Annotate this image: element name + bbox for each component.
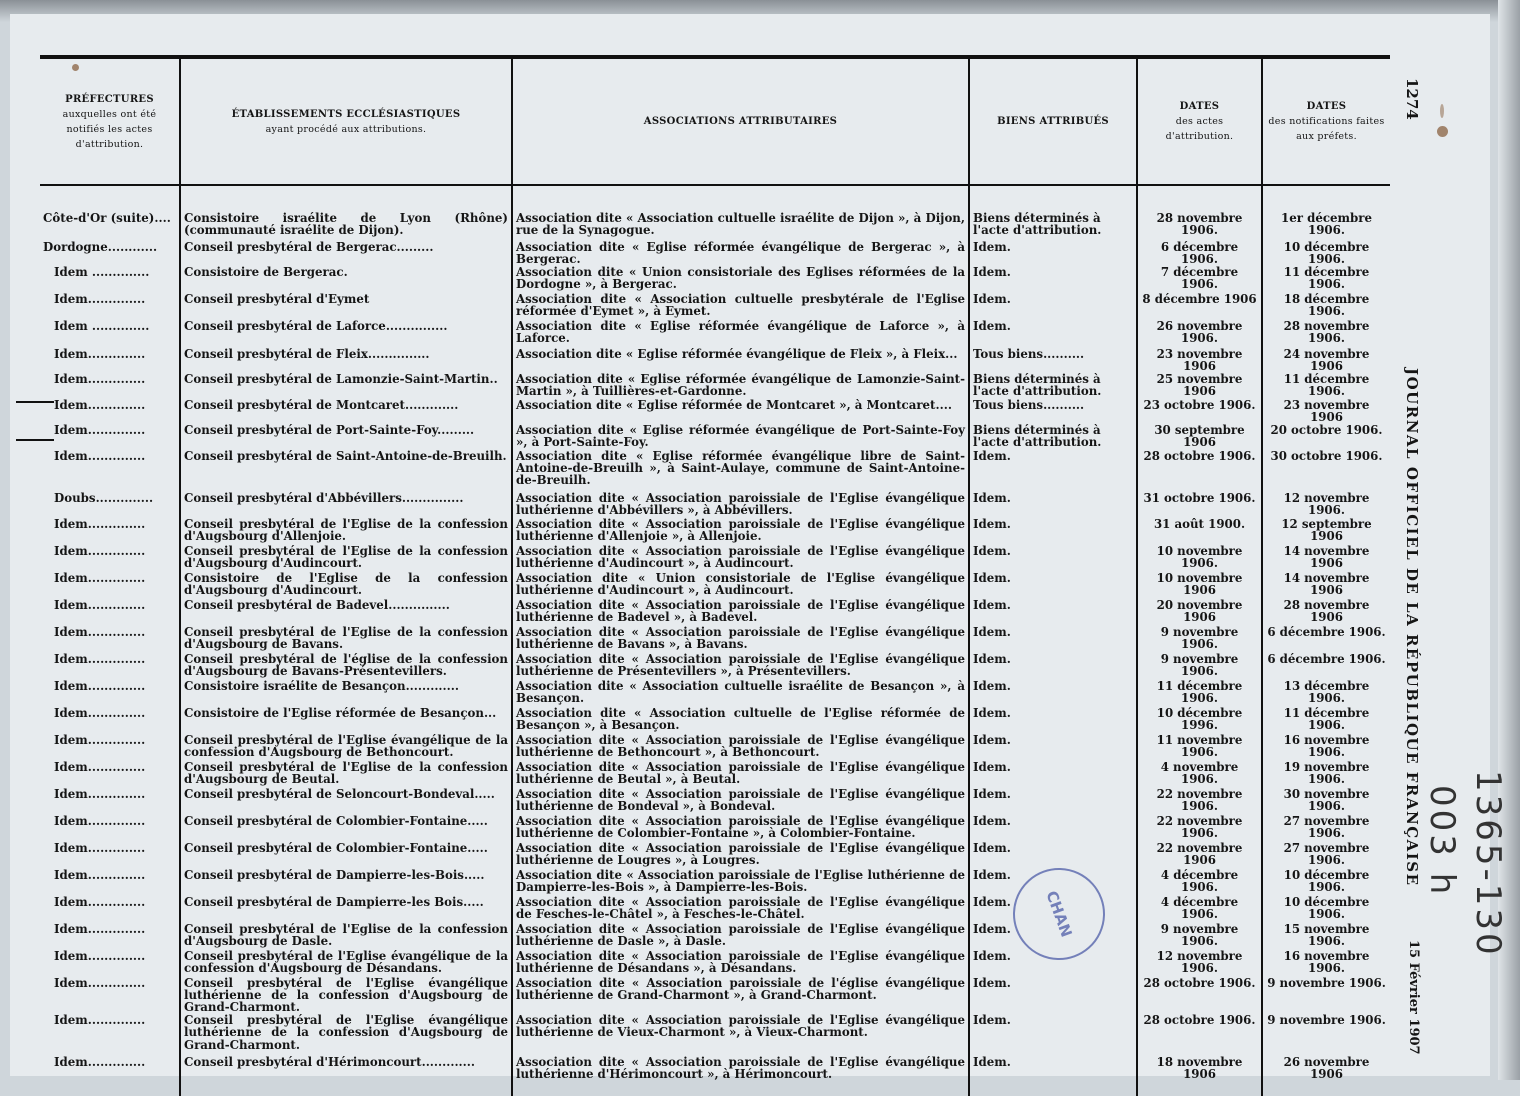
header-biens bbox=[969, 57, 1137, 185]
cell-biens: Idem. bbox=[969, 1056, 1137, 1096]
journal-title: JOURNAL OFFICIEL DE LA RÉPUBLIQUE FRANÇAISE bbox=[1403, 368, 1421, 887]
cell-date-acte: 8 décembre 1906 bbox=[1137, 293, 1262, 320]
table-row bbox=[40, 373, 1390, 399]
cell-biens: Idem. bbox=[969, 977, 1137, 1014]
table-row bbox=[40, 707, 1390, 734]
cell-prefecture: Côte-d'Or (suite).... bbox=[43, 211, 171, 225]
cell-date-acte: 4 décembre 1906. bbox=[1137, 869, 1262, 896]
table-row bbox=[40, 518, 1390, 545]
ink-blot bbox=[1437, 126, 1448, 137]
cell-prefecture: Idem.............. bbox=[54, 598, 146, 612]
cell-association: Association dite « Association paroissiale de l'Eglise luthérienne de Dampierre-les-Bois », à Dampierre-les-Bois. bbox=[512, 869, 969, 896]
cell-etablissement: Conseil presbytéral de Bergerac......... bbox=[180, 241, 512, 266]
cell-prefecture: Idem.............. bbox=[54, 679, 146, 693]
cell-prefecture: Idem.............. bbox=[54, 398, 146, 412]
table-row bbox=[40, 572, 1390, 599]
cell-date-acte: 12 novembre 1906. bbox=[1137, 950, 1262, 977]
cell-date-acte: 4 novembre 1906. bbox=[1137, 761, 1262, 788]
cell-date-notification: 10 décembre 1906. bbox=[1262, 896, 1390, 923]
cell-prefecture: Idem.............. bbox=[54, 1013, 146, 1027]
cell-etablissement: Conseil presbytéral d'Hérimoncourt............. bbox=[180, 1056, 512, 1096]
cell-biens: Idem. bbox=[969, 450, 1137, 492]
cell-etablissement: Conseil presbytéral d'Eymet bbox=[180, 293, 512, 320]
cell-date-acte: 9 novembre 1906. bbox=[1137, 923, 1262, 950]
cell-date-acte: 31 octobre 1906. bbox=[1137, 492, 1262, 518]
cell-prefecture: Idem.............. bbox=[54, 706, 146, 720]
cell-association: Association dite « Association cultuelle israélite de Besançon », à Besançon. bbox=[512, 680, 969, 707]
cell-date-notification: 16 novembre 1906. bbox=[1262, 734, 1390, 761]
cell-date-notification: 30 novembre 1906. bbox=[1262, 788, 1390, 815]
table-row bbox=[40, 815, 1390, 842]
cell-date-notification: 27 novembre 1906. bbox=[1262, 842, 1390, 869]
table-row bbox=[40, 424, 1390, 450]
cell-date-notification: 16 novembre 1906. bbox=[1262, 950, 1390, 977]
table-row bbox=[40, 1014, 1390, 1056]
cell-etablissement: Conseil presbytéral de l'Eglise évangélique luthérienne de la confession d'Augsbourg de Grand-Charmont. bbox=[180, 977, 512, 1014]
cell-date-acte: 11 décembre 1906. bbox=[1137, 680, 1262, 707]
cell-date-acte: 4 décembre 1906. bbox=[1137, 896, 1262, 923]
cell-prefecture: Idem.............. bbox=[54, 841, 146, 855]
cell-biens: Idem. bbox=[969, 492, 1137, 518]
table-row bbox=[40, 842, 1390, 869]
cell-prefecture: Idem.............. bbox=[54, 544, 146, 558]
cell-association: Association dite « Eglise réformée évangélique libre de Saint-Antoine-de-Breuilh », à Saint-Aulaye, commune de Saint-Antoine-de-Breuilh. bbox=[512, 450, 969, 492]
cell-etablissement: Conseil presbytéral d'Abbévillers............... bbox=[180, 492, 512, 518]
cell-date-acte: 9 novembre 1906. bbox=[1137, 626, 1262, 653]
cell-date-acte: 18 novembre 1906 bbox=[1137, 1056, 1262, 1096]
cell-association: Association dite « Association paroissiale de l'Eglise évangélique luthérienne de Badevel », à Badevel. bbox=[512, 599, 969, 626]
cell-etablissement: Conseil presbytéral de Fleix............... bbox=[180, 348, 512, 373]
cell-date-acte: 10 novembre 1906. bbox=[1137, 545, 1262, 572]
cell-etablissement: Conseil presbytéral de l'Eglise évangélique de la confession d'Augsbourg de Désandans. bbox=[180, 950, 512, 977]
cell-biens: Tous biens.......... bbox=[969, 348, 1137, 373]
cell-biens: Idem. bbox=[969, 518, 1137, 545]
cell-association: Association dite « Association paroissiale de l'Eglise évangélique luthérienne d'Abbévillers », à Abbévillers. bbox=[512, 492, 969, 518]
table-row bbox=[40, 653, 1390, 680]
cell-date-notification: 10 décembre 1906. bbox=[1262, 869, 1390, 896]
cell-biens: Idem. bbox=[969, 266, 1137, 293]
table-row bbox=[40, 348, 1390, 373]
cell-association: Association dite « Association cultuelle de l'Eglise réformée de Besançon », à Besançon. bbox=[512, 707, 969, 734]
header-etablissements-title: ÉTABLISSEMENTS ECCLÉSIASTIQUES bbox=[231, 108, 461, 120]
cell-etablissement: Consistoire de l'Eglise réformée de Besançon... bbox=[180, 707, 512, 734]
header-dates-actes-sub: des actes d'attribution. bbox=[1165, 116, 1234, 142]
cell-prefecture: Idem.............. bbox=[54, 625, 146, 639]
cell-prefecture: Idem.............. bbox=[54, 1055, 146, 1069]
cell-biens: Idem. bbox=[969, 572, 1137, 599]
cell-etablissement: Conseil presbytéral de l'Eglise de la confession d'Augsbourg d'Audincourt. bbox=[180, 545, 512, 572]
cell-etablissement: Conseil presbytéral de Dampierre-les-Bois..... bbox=[180, 869, 512, 896]
cell-date-acte: 11 novembre 1906. bbox=[1137, 734, 1262, 761]
cell-biens: Idem. bbox=[969, 241, 1137, 266]
cell-association: Association dite « Eglise réformée évangélique de Lamonzie-Saint-Martin », à Tuillières-et-Gardonne. bbox=[512, 373, 969, 399]
table-row bbox=[40, 266, 1390, 293]
cell-prefecture: Idem.............. bbox=[54, 423, 146, 437]
handwritten-archive-number: 1365-130 bbox=[1468, 770, 1508, 958]
table-row bbox=[40, 450, 1390, 492]
cell-etablissement: Conseil presbytéral de Dampierre-les Bois..... bbox=[180, 896, 512, 923]
header-associations-title: ASSOCIATIONS ATTRIBUTAIRES bbox=[643, 116, 838, 127]
cell-association: Association dite « Eglise réformée évangélique de Fleix », à Fleix... bbox=[512, 348, 969, 373]
cell-etablissement: Conseil presbytéral de l'église de la confession d'Augsbourg de Bavans-Présentevillers. bbox=[180, 653, 512, 680]
cell-biens: Idem. bbox=[969, 923, 1137, 950]
cell-date-notification: 19 novembre 1906. bbox=[1262, 761, 1390, 788]
cell-date-acte: 31 août 1900. bbox=[1137, 518, 1262, 545]
cell-association: Association dite « Association paroissiale de l'Eglise évangélique luthérienne d'Hérimoncourt », à Hérimoncourt. bbox=[512, 1056, 969, 1096]
table-row bbox=[40, 545, 1390, 572]
cell-etablissement: Conseil presbytéral de l'Eglise évangélique de la confession d'Augsbourg de Bethoncourt. bbox=[180, 734, 512, 761]
cell-etablissement: Conseil presbytéral de l'Eglise de la confession d'Augsbourg d'Allenjoie. bbox=[180, 518, 512, 545]
cell-date-acte: 28 octobre 1906. bbox=[1137, 1014, 1262, 1056]
cell-date-notification: 20 octobre 1906. bbox=[1262, 424, 1390, 450]
cell-etablissement: Consistoire israélite de Besançon............. bbox=[180, 680, 512, 707]
cell-prefecture: Idem.............. bbox=[54, 922, 146, 936]
cell-etablissement: Conseil presbytéral de Colombier-Fontaine..... bbox=[180, 815, 512, 842]
cell-association: Association dite « Eglise réformée de Montcaret », à Montcaret.... bbox=[512, 399, 969, 424]
cell-association: Association dite « Association paroissiale de l'Eglise évangélique luthérienne d'Audincourt », à Audincourt. bbox=[512, 545, 969, 572]
cell-date-acte: 25 novembre 1906 bbox=[1137, 373, 1262, 399]
cell-biens: Idem. bbox=[969, 707, 1137, 734]
cell-etablissement: Consistoire de Bergerac. bbox=[180, 266, 512, 293]
header-prefectures-sub: auxquelles ont été notifiés les actes d'attribution. bbox=[62, 108, 157, 150]
cell-prefecture: Idem.............. bbox=[54, 760, 146, 774]
cell-date-notification: 11 décembre 1906. bbox=[1262, 707, 1390, 734]
cell-biens: Idem. bbox=[969, 653, 1137, 680]
cell-etablissement: Conseil presbytéral de Badevel............... bbox=[180, 599, 512, 626]
cell-prefecture: Idem.............. bbox=[54, 949, 146, 963]
cell-biens: Idem. bbox=[969, 815, 1137, 842]
cell-date-acte: 23 octobre 1906. bbox=[1137, 399, 1262, 424]
cell-date-notification: 11 décembre 1906. bbox=[1262, 266, 1390, 293]
cell-date-notification: 1er décembre 1906. bbox=[1262, 185, 1390, 241]
table-row bbox=[40, 923, 1390, 950]
table-row bbox=[40, 492, 1390, 518]
cell-date-notification: 13 décembre 1906. bbox=[1262, 680, 1390, 707]
cell-date-notification: 28 novembre 1906. bbox=[1262, 320, 1390, 348]
table-row bbox=[40, 734, 1390, 761]
cell-prefecture: Idem.............. bbox=[54, 733, 146, 747]
cell-biens: Idem. bbox=[969, 869, 1137, 896]
cell-etablissement: Conseil presbytéral de l'Eglise de la confession d'Augsbourg de Beutal. bbox=[180, 761, 512, 788]
cell-date-acte: 28 octobre 1906. bbox=[1137, 450, 1262, 492]
handwritten-folio: 003 h bbox=[1422, 785, 1462, 898]
cell-date-notification: 23 novembre 1906 bbox=[1262, 399, 1390, 424]
cell-date-notification: 18 décembre 1906. bbox=[1262, 293, 1390, 320]
table bbox=[40, 55, 1390, 1096]
table-row bbox=[40, 680, 1390, 707]
cell-date-notification: 10 décembre 1906. bbox=[1262, 241, 1390, 266]
cell-etablissement: Conseil presbytéral de Seloncourt-Bondeval..... bbox=[180, 788, 512, 815]
cell-association: Association dite « Association paroissiale de l'Eglise évangélique luthérienne de Vieux-Charmont », à Vieux-Charmont. bbox=[512, 1014, 969, 1056]
table-row bbox=[40, 185, 1390, 241]
cell-date-acte: 28 novembre 1906. bbox=[1137, 185, 1262, 241]
cell-date-notification: 12 novembre 1906. bbox=[1262, 492, 1390, 518]
cell-etablissement: Consistoire israélite de Lyon (Rhône) (communauté israélite de Dijon). bbox=[180, 185, 512, 241]
cell-prefecture: Idem.............. bbox=[54, 814, 146, 828]
cell-biens: Idem. bbox=[969, 734, 1137, 761]
cell-prefecture: Idem.............. bbox=[54, 372, 146, 386]
cell-prefecture: Idem.............. bbox=[54, 976, 146, 990]
table-body bbox=[40, 185, 1390, 1096]
cell-association: Association dite « Association paroissiale de l'Eglise évangélique luthérienne de Lougres », à Lougres. bbox=[512, 842, 969, 869]
cell-etablissement: Conseil presbytéral de Colombier-Fontaine..... bbox=[180, 842, 512, 869]
cell-date-acte: 28 octobre 1906. bbox=[1137, 977, 1262, 1014]
cell-biens: Biens déterminés à l'acte d'attribution. bbox=[969, 373, 1137, 399]
table-row bbox=[40, 1056, 1390, 1096]
cell-prefecture: Idem.............. bbox=[54, 293, 146, 306]
header-etablissements-sub: ayant procédé aux attributions. bbox=[265, 123, 427, 135]
cell-date-notification: 15 novembre 1906. bbox=[1262, 923, 1390, 950]
table-row bbox=[40, 788, 1390, 815]
cell-date-notification: 24 novembre 1906 bbox=[1262, 348, 1390, 373]
cell-prefecture: Idem.............. bbox=[54, 868, 146, 882]
cell-date-acte: 20 novembre 1906 bbox=[1137, 599, 1262, 626]
table-row bbox=[40, 761, 1390, 788]
cell-prefecture: Idem.............. bbox=[54, 517, 146, 531]
cell-date-acte: 22 novembre 1906 bbox=[1137, 842, 1262, 869]
table-row bbox=[40, 896, 1390, 923]
cell-prefecture: Idem.............. bbox=[54, 787, 146, 801]
header-dates-notif-title: DATES bbox=[1306, 101, 1347, 112]
cell-etablissement: Conseil presbytéral de l'Eglise évangélique luthérienne de la confession d'Augsbourg de Grand-Charmont. bbox=[180, 1014, 512, 1056]
table-row bbox=[40, 599, 1390, 626]
cell-biens: Biens déterminés à l'acte d'attribution. bbox=[969, 424, 1137, 450]
cell-date-acte: 6 décembre 1906. bbox=[1137, 241, 1262, 266]
cell-association: Association dite « Association paroissiale de l'Eglise évangélique luthérienne de Désandans », à Désandans. bbox=[512, 950, 969, 977]
header-etablissements bbox=[180, 57, 512, 185]
cell-biens: Idem. bbox=[969, 320, 1137, 348]
margin-dash-mark bbox=[16, 401, 54, 403]
cell-association: Association dite « Association paroissiale de l'Eglise évangélique de Fesches-le-Châtel », à Fesches-le-Châtel. bbox=[512, 896, 969, 923]
cell-prefecture: Idem .............. bbox=[54, 320, 150, 333]
cell-biens: Idem. bbox=[969, 788, 1137, 815]
cell-etablissement: Conseil presbytéral de l'Eglise de la confession d'Augsbourg de Bavans. bbox=[180, 626, 512, 653]
cell-etablissement: Conseil presbytéral de Lamonzie-Saint-Martin.. bbox=[180, 373, 512, 399]
cell-date-notification: 28 novembre 1906 bbox=[1262, 599, 1390, 626]
cell-association: Association dite « Union consistoriale des Eglises réformées de la Dordogne », à Bergerac. bbox=[512, 266, 969, 293]
cell-date-notification: 9 novembre 1906. bbox=[1262, 977, 1390, 1014]
cell-association: Association dite « Association paroissiale de l'Eglise évangélique luthérienne de Présentevillers », à Présentevillers. bbox=[512, 653, 969, 680]
header-dates-actes-title: DATES bbox=[1179, 101, 1220, 112]
attribution-table bbox=[40, 55, 1390, 1096]
margin-dash-mark bbox=[16, 439, 54, 441]
cell-date-notification: 14 novembre 1906 bbox=[1262, 545, 1390, 572]
cell-association: Association dite « Association paroissiale de l'Eglise évangélique luthérienne de Colombier-Fontaine », à Colombier-Fontaine. bbox=[512, 815, 969, 842]
header-associations bbox=[512, 57, 969, 185]
cell-etablissement: Conseil presbytéral de Port-Sainte-Foy......... bbox=[180, 424, 512, 450]
table-row bbox=[40, 977, 1390, 1014]
cell-date-acte: 22 novembre 1906. bbox=[1137, 788, 1262, 815]
publication-date: 15 Février 1907 bbox=[1406, 940, 1421, 1055]
cell-biens: Biens déterminés à l'acte d'attribution. bbox=[969, 185, 1137, 241]
cell-association: Association dite « Eglise réformée évangélique de Port-Sainte-Foy », à Port-Sainte-Foy. bbox=[512, 424, 969, 450]
cell-association: Association dite « Association paroissiale de l'Eglise évangélique luthérienne de Bethoncourt », à Bethoncourt. bbox=[512, 734, 969, 761]
cell-date-acte: 10 décembre 1996. bbox=[1137, 707, 1262, 734]
header-dates-notif-sub: des notifications faites aux préfets. bbox=[1268, 116, 1385, 142]
ink-blot bbox=[1440, 104, 1444, 118]
archive-stamp-text: CHAN bbox=[1042, 888, 1076, 940]
cell-etablissement: Conseil presbytéral de l'Eglise de la confession d'Augsbourg de Dasle. bbox=[180, 923, 512, 950]
cell-date-acte: 23 novembre 1906 bbox=[1137, 348, 1262, 373]
table-row bbox=[40, 241, 1390, 266]
cell-association: Association dite « Union consistoriale de l'Eglise évangélique luthérienne d'Audincourt », à Audincourt. bbox=[512, 572, 969, 599]
cell-biens: Idem. bbox=[969, 896, 1137, 923]
cell-date-notification: 30 octobre 1906. bbox=[1262, 450, 1390, 492]
cell-association: Association dite « Association paroissiale de l'Eglise évangélique luthérienne d'Allenjoie », à Allenjoie. bbox=[512, 518, 969, 545]
cell-biens: Idem. bbox=[969, 599, 1137, 626]
cell-prefecture: Idem.............. bbox=[54, 652, 146, 666]
cell-biens: Idem. bbox=[969, 545, 1137, 572]
cell-association: Association dite « Association cultuelle israélite de Dijon », à Dijon, rue de la Synagogue. bbox=[512, 185, 969, 241]
cell-date-acte: 26 novembre 1906. bbox=[1137, 320, 1262, 348]
cell-biens: Idem. bbox=[969, 842, 1137, 869]
cell-biens: Idem. bbox=[969, 293, 1137, 320]
cell-biens: Idem. bbox=[969, 761, 1137, 788]
cell-association: Association dite « Association paroissiale de l'Eglise évangélique luthérienne de Beutal », à Beutal. bbox=[512, 761, 969, 788]
table-row bbox=[40, 950, 1390, 977]
cell-association: Association dite « Eglise réformée évangélique de Bergerac », à Bergerac. bbox=[512, 241, 969, 266]
cell-date-notification: 9 novembre 1906. bbox=[1262, 1014, 1390, 1056]
cell-etablissement: Conseil presbytéral de Montcaret............. bbox=[180, 399, 512, 424]
table-row bbox=[40, 293, 1390, 320]
cell-biens: Idem. bbox=[969, 950, 1137, 977]
table-row bbox=[40, 320, 1390, 348]
cell-prefecture: Idem.............. bbox=[54, 348, 146, 361]
cell-association: Association dite « Eglise réformée évangélique de Laforce », à Laforce. bbox=[512, 320, 969, 348]
cell-date-notification: 12 septembre 1906 bbox=[1262, 518, 1390, 545]
table-row bbox=[40, 626, 1390, 653]
cell-association: Association dite « Association paroissiale de l'Eglise évangélique luthérienne de Bondeval », à Bondeval. bbox=[512, 788, 969, 815]
cell-biens: Idem. bbox=[969, 680, 1137, 707]
cell-association: Association dite « Association paroissiale de l'Eglise évangélique luthérienne de Bavans », à Bavans. bbox=[512, 626, 969, 653]
cell-date-acte: 10 novembre 1906 bbox=[1137, 572, 1262, 599]
cell-etablissement: Conseil presbytéral de Saint-Antoine-de-Breuilh. bbox=[180, 450, 512, 492]
cell-date-notification: 26 novembre 1906 bbox=[1262, 1056, 1390, 1096]
cell-association: Association dite « Association paroissiale de l'Eglise évangélique luthérienne de Dasle », à Dasle. bbox=[512, 923, 969, 950]
header-prefectures bbox=[40, 57, 180, 185]
table-header bbox=[40, 57, 1390, 185]
cell-date-notification: 27 novembre 1906. bbox=[1262, 815, 1390, 842]
cell-biens: Idem. bbox=[969, 626, 1137, 653]
cell-prefecture: Dordogne............ bbox=[43, 241, 158, 254]
cell-biens: Tous biens.......... bbox=[969, 399, 1137, 424]
cell-etablissement: Consistoire de l'Eglise de la confession d'Augsbourg d'Audincourt. bbox=[180, 572, 512, 599]
cell-prefecture: Idem.............. bbox=[54, 449, 146, 463]
cell-prefecture: Doubs.............. bbox=[54, 491, 154, 505]
cell-association: Association dite « Association paroissiale de l'église évangélique luthérienne de Grand-Charmont », à Grand-Charmont. bbox=[512, 977, 969, 1014]
cell-prefecture: Idem .............. bbox=[54, 266, 150, 279]
cell-date-notification: 14 novembre 1906 bbox=[1262, 572, 1390, 599]
header-dates-notifications bbox=[1262, 57, 1390, 185]
header-prefectures-title: PRÉFECTURES bbox=[65, 93, 154, 105]
cell-prefecture: Idem.............. bbox=[54, 895, 146, 909]
header-dates-actes bbox=[1137, 57, 1262, 185]
cell-date-notification: 6 décembre 1906. bbox=[1262, 653, 1390, 680]
header-biens-title: BIENS ATTRIBUÉS bbox=[997, 116, 1109, 127]
cell-date-notification: 6 décembre 1906. bbox=[1262, 626, 1390, 653]
cell-etablissement: Conseil presbytéral de Laforce............... bbox=[180, 320, 512, 348]
cell-date-acte: 7 décembre 1906. bbox=[1137, 266, 1262, 293]
page-number: 1274 bbox=[1403, 78, 1421, 120]
table-row bbox=[40, 399, 1390, 424]
cell-date-acte: 22 novembre 1906. bbox=[1137, 815, 1262, 842]
cell-date-notification: 11 décembre 1906. bbox=[1262, 373, 1390, 399]
cell-prefecture: Idem.............. bbox=[54, 571, 146, 585]
table-row bbox=[40, 869, 1390, 896]
cell-date-acte: 30 septembre 1906 bbox=[1137, 424, 1262, 450]
cell-biens: Idem. bbox=[969, 1014, 1137, 1056]
cell-association: Association dite « Association cultuelle presbytérale de l'Eglise réformée d'Eymet », à Eymet. bbox=[512, 293, 969, 320]
cell-date-acte: 9 novembre 1906. bbox=[1137, 653, 1262, 680]
